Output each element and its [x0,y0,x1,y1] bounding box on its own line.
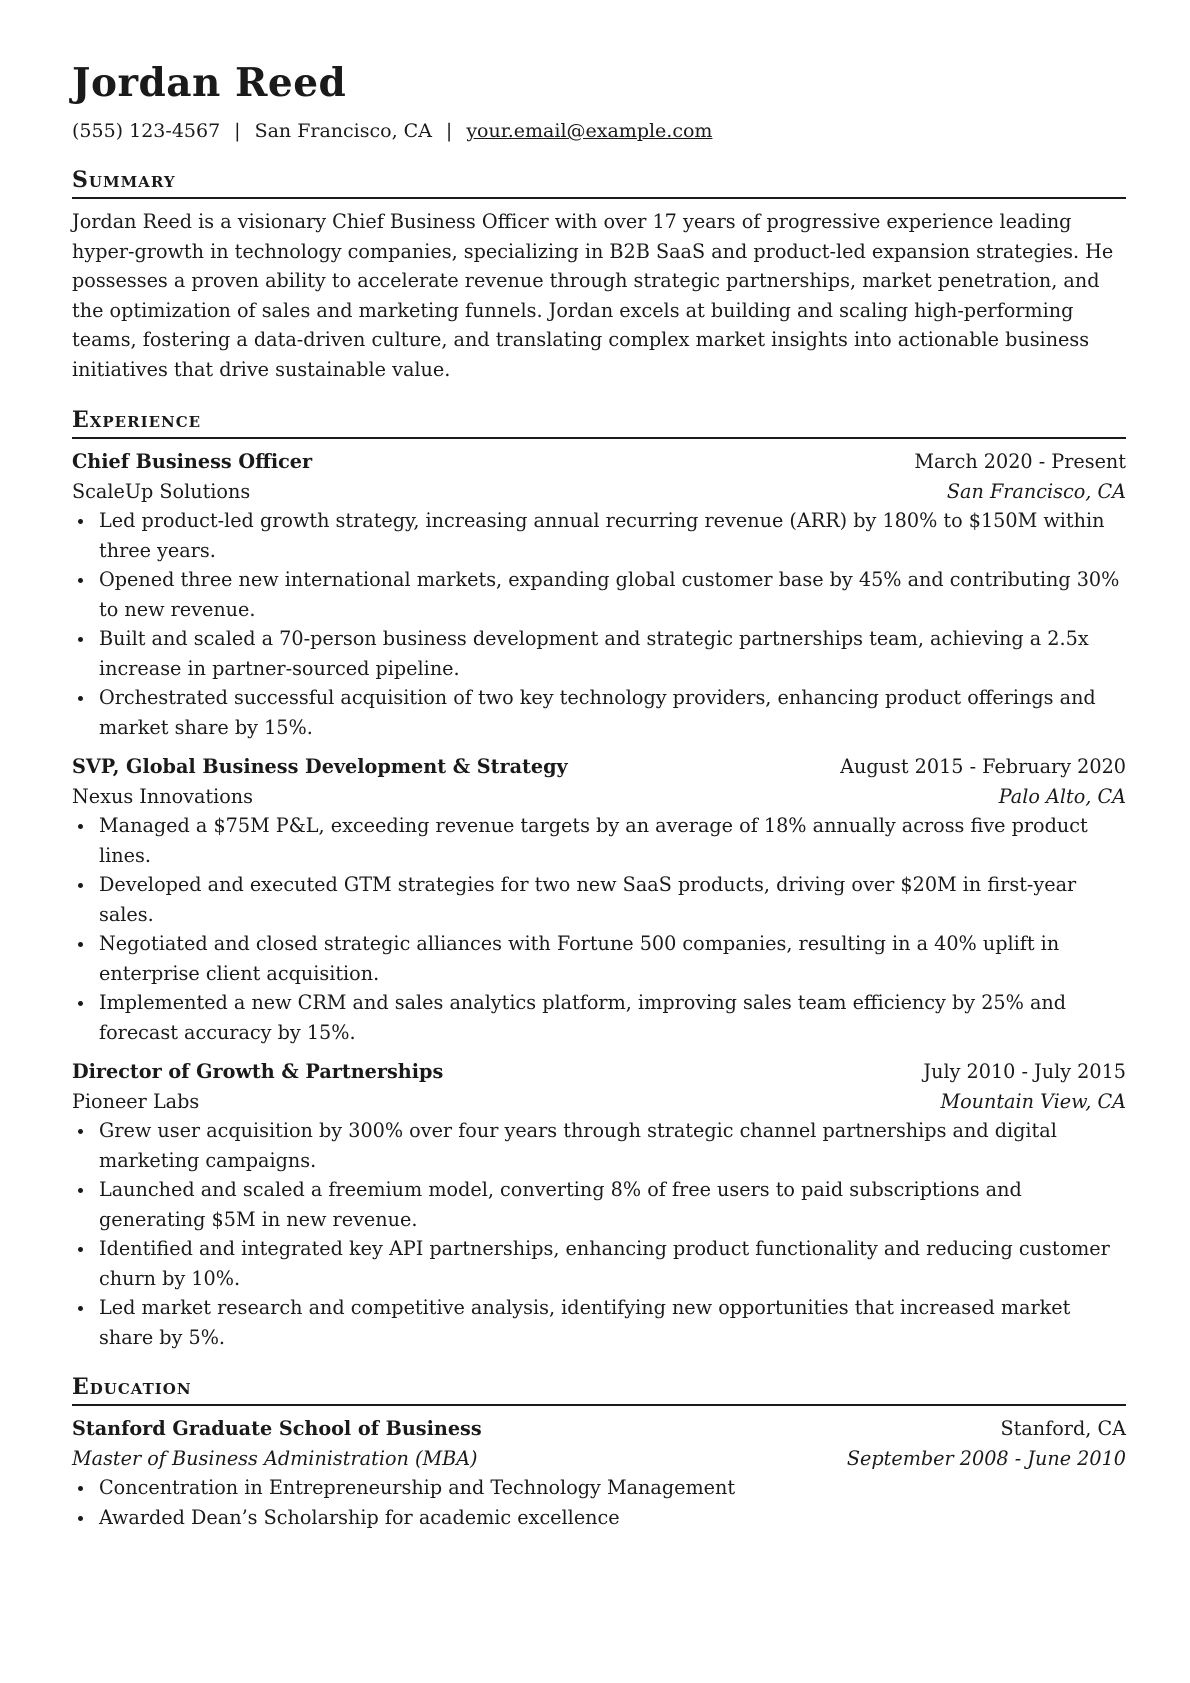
job-company: Nexus Innovations [72,784,253,808]
experience-heading: Experience [72,405,1126,439]
job-subheader [72,782,1126,812]
job-header [72,752,1126,782]
education-section [72,1372,1126,1532]
bullet-item: Awarded Dean’s Scholarship for academic excellence [72,1503,1126,1533]
job-subheader [72,477,1126,507]
bullet-item: Implemented a new CRM and sales analytics platform, improving sales team efficiency by 25% and forecast accuracy by 15%. [72,988,1126,1047]
school-name: Stanford Graduate School of Business [72,1417,482,1440]
candidate-name: Jordan Reed [72,60,347,106]
job-title: Chief Business Officer [72,450,313,473]
education-dates: September 2008 - June 2010 [846,1446,1126,1470]
job-bullets [72,1116,1126,1352]
job-bullets [72,506,1126,742]
bullet-item: Developed and executed GTM strategies for two new SaaS products, driving over $20M in first-year sales. [72,870,1126,929]
education-entry [72,1414,1126,1532]
contact-line [72,118,1126,144]
job-dates: August 2015 - February 2020 [840,755,1126,778]
bullet-item: Launched and scaled a freemium model, converting 8% of free users to paid subscriptions and generating $5M in new revenue. [72,1175,1126,1234]
school-location: Stanford, CA [1000,1417,1126,1440]
education-bullets [72,1473,1126,1532]
contact-separator: | [445,120,453,142]
job-header [72,1057,1126,1087]
job-bullets [72,811,1126,1047]
job-entry [72,1057,1126,1352]
email-link[interactable]: your.email@example.com [466,120,713,142]
bullet-item: Orchestrated successful acquisition of two key technology providers, enhancing product offerings and market share by 15%. [72,683,1126,742]
experience-section [72,405,1126,1352]
job-header [72,447,1126,477]
job-company: Pioneer Labs [72,1089,200,1113]
bullet-item: Led market research and competitive analysis, identifying new opportunities that increased market share by 5%. [72,1293,1126,1352]
bullet-item: Identified and integrated key API partnerships, enhancing product functionality and reducing customer churn by 10%. [72,1234,1126,1293]
contact-location: San Francisco, CA [254,120,432,142]
bullet-item: Grew user acquisition by 300% over four years through strategic channel partnerships and digital marketing campaigns. [72,1116,1126,1175]
bullet-item: Negotiated and closed strategic alliances with Fortune 500 companies, resulting in a 40% uplift in enterprise client acquisition. [72,929,1126,988]
bullet-item: Built and scaled a 70-person business development and strategic partnerships team, achieving a 2.5x increase in partner-sourced pipeline. [72,624,1126,683]
job-location: San Francisco, CA [946,479,1126,503]
phone-number: (555) 123-4567 [72,120,221,142]
job-title: Director of Growth & Partnerships [72,1060,444,1083]
education-subheader [72,1444,1126,1474]
job-company: ScaleUp Solutions [72,479,251,503]
job-location: Mountain View, CA [940,1089,1126,1113]
job-dates: March 2020 - Present [914,450,1126,473]
job-subheader [72,1087,1126,1117]
job-entry [72,447,1126,742]
resume-page [72,58,1126,1532]
job-dates: July 2010 - July 2015 [923,1060,1126,1083]
contact-separator: | [234,120,241,142]
job-location: Palo Alto, CA [998,784,1126,808]
job-title: SVP, Global Business Development & Strategy [72,755,568,778]
job-entry [72,752,1126,1047]
bullet-item: Managed a $75M P&L, exceeding revenue targets by an average of 18% annually across five product lines. [72,811,1126,870]
summary-heading: Summary [72,165,1126,199]
summary-section [72,165,1126,384]
education-header [72,1414,1126,1444]
bullet-item: Concentration in Entrepreneurship and Technology Management [72,1473,1126,1503]
degree-name: Master of Business Administration (MBA) [72,1446,478,1470]
bullet-item: Led product-led growth strategy, increasing annual recurring revenue (ARR) by 180% to $150M within three years. [72,506,1126,565]
summary-text: Jordan Reed is a visionary Chief Business Officer with over 17 years of progressive experience leading hyper-growth in technology companies, specializing in B2B SaaS and product-led expansion strategies. He possesses a proven ability to accelerate revenue through strategic partnerships, market penetration, and the optimization of sales and marketing funnels. Jordan excels at building and scaling high-performing teams, fostering a data-driven culture, and translating complex market insights into actionable business initiatives that drive sustainable value. [72,210,1114,381]
bullet-item: Opened three new international markets, expanding global customer base by 45% and contributing 30% to new revenue. [72,565,1126,624]
education-heading: Education [72,1372,1126,1406]
